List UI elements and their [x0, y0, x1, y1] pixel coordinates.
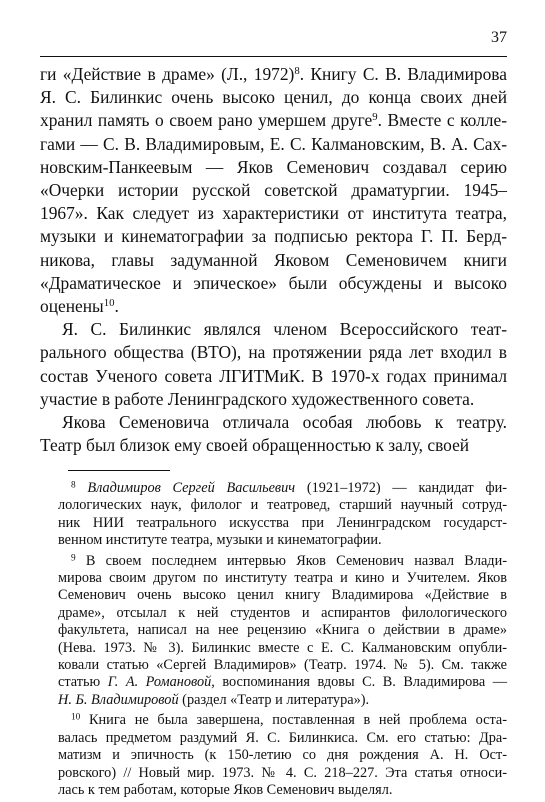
footnote-line	[58, 497, 507, 514]
text-segment: (Нева. 1973. № 3). Билинкис вместе с Е. С. Калмановским опубли-	[58, 639, 507, 656]
text-segment: состав Ученого совета ЛГИТМиК. В 1970-х годах принимал	[40, 365, 507, 386]
text-segment: Я. С. Билинкис являлся членом Всероссийского теат-	[62, 319, 507, 340]
header-rule	[40, 56, 507, 57]
text-segment: . Книгу С. В. Владимирова	[299, 64, 507, 84]
text-line	[40, 63, 507, 86]
text-line	[40, 411, 507, 434]
text-segment: новским-Панкеевым — Яков Семенович создавал серию	[40, 156, 507, 177]
footnote	[58, 480, 507, 550]
text-segment: оценены	[40, 296, 104, 317]
text-segment: , воспоминания вдовы С. В. Владимирова —	[211, 674, 507, 691]
paragraph	[40, 63, 507, 318]
text-segment: ник НИИ театрального искусства при Ленинградском государст-	[58, 514, 507, 531]
text-line	[40, 295, 507, 318]
text-line	[40, 365, 507, 388]
text-segment: лась к тем работам, которые Яков Семенович выделял.	[58, 781, 393, 798]
text-segment: валась предметом раздумий Я. С. Билинкиса. См. его статью: Дра-	[58, 729, 507, 746]
footnote-line	[58, 532, 507, 549]
page-number: 37	[491, 29, 507, 46]
text-segment: факультета, написал на нее рецензию «Книга о действии в драме»	[58, 622, 507, 639]
footnote-line	[58, 674, 507, 691]
footnote-line	[58, 657, 507, 674]
footnote-reference: 10	[103, 297, 115, 310]
text-line	[40, 341, 507, 364]
text-segment: музыки и кинематографии за подписью ректора Г. П. Берд-	[40, 226, 507, 247]
main-text	[40, 63, 507, 457]
text-line	[40, 318, 507, 341]
text-segment: мирова своим другом по институту театра и кино и Учителем. Яков	[58, 570, 507, 587]
text-segment: 1967». Как следует из характеристики от института театра,	[40, 203, 507, 224]
text-line	[40, 202, 507, 225]
text-segment: .	[114, 296, 119, 317]
footnote-line	[58, 587, 507, 604]
footnote-line	[58, 747, 507, 764]
text-segment: Семенович очень высоко ценил книгу Владимирова «Действие в	[58, 587, 507, 604]
footnote-line	[58, 622, 507, 639]
footnote	[58, 553, 507, 710]
text-line	[40, 434, 507, 457]
footnote-line	[58, 605, 507, 622]
text-segment: Я. С. Билинкис очень высоко ценил, до конца своих дней	[40, 87, 507, 108]
footnote-line	[58, 730, 507, 747]
text-segment: Театр был близок ему своей обращенностью к залу, своей	[40, 435, 470, 456]
italic-name: Владимиров Сергей Васильевич	[87, 480, 296, 496]
text-segment: венном институте театра, музыки и кинематографии.	[58, 532, 382, 549]
italic-name: Г. А. Романовой	[107, 674, 212, 691]
footnote-line	[58, 570, 507, 587]
text-segment: гами — С. В. Владимировым, Е. С. Калмановским, В. А. Сах-	[40, 133, 507, 154]
text-segment: ровского) // Новый мир. 1973. № 4. С. 218–227. Эта статья относи-	[58, 764, 507, 781]
text-line	[40, 133, 507, 156]
text-segment: ковали статью «Сергей Владимиров» (Театр. 1974. № 5). См. также	[58, 657, 507, 674]
text-segment: Книга не была завершена, поставленная в ней проблема оста-	[88, 712, 507, 729]
footnote-marker: 9	[71, 552, 76, 563]
footnote-separator	[68, 470, 170, 471]
text-segment: (раздел «Театр и литература»).	[178, 691, 370, 708]
text-line	[40, 225, 507, 248]
text-line	[40, 109, 507, 132]
text-segment: . Вместе с колле-	[377, 110, 507, 131]
italic-name: Н. Б. Владимировой	[58, 691, 179, 708]
text-segment: Якова Семеновича отличала особая любовь к театру.	[62, 412, 507, 433]
footnote-reference: 8	[294, 65, 300, 78]
text-line	[40, 156, 507, 179]
footnote-line	[58, 782, 507, 799]
paragraph	[40, 411, 507, 457]
text-segment: ги «Действие в драме» (Л., 1972)	[40, 64, 295, 84]
text-segment: рального общества (ВТО), на протяжении ряда лет входил в	[40, 342, 507, 363]
text-segment: В своем последнем интервью Яков Семенович назвал Влади-	[85, 552, 507, 569]
text-segment: статью	[58, 674, 108, 691]
footnote-line	[58, 712, 507, 729]
footnote-marker: 8	[71, 480, 76, 491]
text-segment: хранил память о своем рано умершем друге	[40, 110, 373, 131]
paragraph	[40, 318, 507, 411]
text-segment: участие в работе Ленинградского художественного совета.	[40, 388, 475, 409]
text-line	[40, 249, 507, 272]
footnote-reference: 9	[372, 111, 378, 124]
text-segment: матизм и эпичность (к 150-летию со дня рождения А. Н. Ост-	[58, 747, 507, 764]
text-line	[40, 272, 507, 295]
footnote-line	[58, 515, 507, 532]
text-segment: (1921–1972) — кандидат фи-	[295, 480, 507, 496]
text-segment: «Драматическое и эпическое» были обсуждены и высоко	[40, 272, 507, 293]
footnote-line	[58, 480, 507, 497]
footnote-line	[58, 553, 507, 570]
footnote-line	[58, 640, 507, 657]
text-segment: «Очерки истории русской советской драматургии. 1945–	[40, 180, 507, 201]
text-segment: лологических наук, филолог и театровед, старший научный сотруд-	[58, 497, 507, 514]
footnote-line	[58, 692, 507, 709]
footnote	[58, 712, 507, 799]
text-line	[40, 179, 507, 202]
text-line	[40, 388, 507, 411]
footnote-line	[58, 765, 507, 782]
footnotes	[58, 480, 507, 802]
text-segment: никова, главы задуманной Яковом Семеновичем книги	[40, 249, 507, 270]
text-line	[40, 86, 507, 109]
text-segment: драме», отсылал к ней студентов и аспирантов филологического	[58, 604, 507, 621]
footnote-marker: 10	[71, 712, 81, 723]
